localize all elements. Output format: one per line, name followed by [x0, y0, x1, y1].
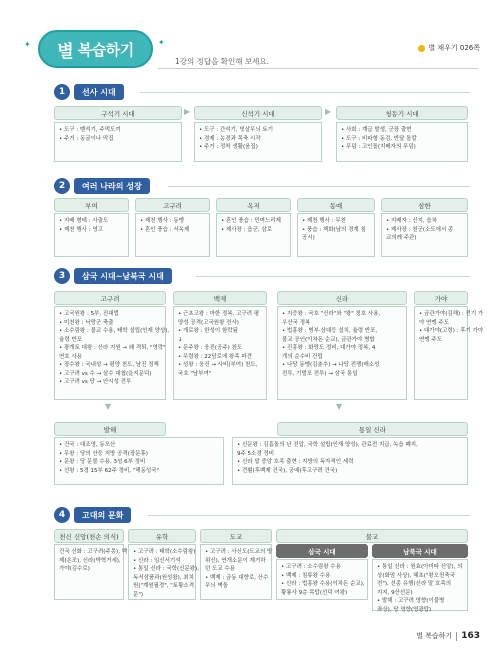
arrow-down-icon: ▼ — [105, 402, 112, 411]
culture-buddhism-label: 불교 — [276, 529, 468, 543]
era-paleolithic-box: • 도구 : 뗀석기, 주먹도끼 • 주거 : 동굴이나 막집 — [54, 122, 182, 162]
divider — [158, 68, 478, 69]
kingdom-baekje-label: 백제 — [173, 291, 267, 305]
instruction-text: 1강의 정답을 확인해 보세요. — [175, 57, 270, 66]
unified-silla-label: 통일 신라 — [277, 422, 468, 436]
north-south-box: • 통일 신라 : 원효(아미타 신앙), 의 상(화엄 사상), 혜초("왕오천축국 전"), 선종 유행(신라 말 호족의 지지, 9산선문) • 발해 : 고구려 영향(이불병 좌상), 당 영향(영광탑) — [372, 559, 468, 611]
nation-dongye-box: • 제천 행사 : 무천 • 풍습 : 책화(남의 경계 침 공시) — [297, 213, 375, 257]
kingdom-silla-label: 신라 — [277, 291, 407, 305]
three-kingdoms-label: 삼국 시대 — [276, 544, 368, 558]
era-neolithic-box: • 도구 : 간석기, 빗살무늬 토기 • 경제 : 농경과 목축 시작 • 주거 : 정착 생활(움집) — [194, 122, 322, 162]
kingdom-gaya-label: 가야 — [414, 291, 468, 305]
era-bronze-label: 청동기 시대 — [336, 106, 468, 120]
balhae-label: 발해 — [54, 422, 166, 436]
section-divider — [196, 276, 470, 277]
nation-buyeo-box: • 지배 형태 : 사출도 • 제천 행사 : 영고 — [54, 213, 129, 257]
nation-samhan-box: • 지배자 : 신지, 읍차 • 제사장 : 천군(소도에서 종 교의례 주관) — [381, 213, 468, 257]
era-neolithic-label: 신석기 시대 — [194, 106, 322, 120]
nation-okjeo-box: • 혼인 풍습 : 민며느리제 • 제사장 : 읍군, 삼로 — [216, 213, 291, 257]
north-south-label: 남북국 시대 — [372, 544, 468, 558]
unified-silla-box: • 신문왕 : 김흠돌의 난 진압, 국학 설립(인재 양성), 관료전 지급, 녹읍 폐지, 9주 5소경 정비 • 신라 말 중앙 호족 출현 : 지방의 독자적인 세력 • 견훤(후백제 건국), 궁예(후고구려 건국) — [232, 437, 468, 485]
page-number: 163 — [461, 631, 480, 641]
culture-belief-label: 천신 신앙(천손 의식) — [54, 529, 124, 543]
star-label: 별 — [57, 41, 74, 62]
section-divider — [168, 186, 470, 187]
three-kingdoms-box: • 고구려 : 소수림왕 수용 • 백제 : 침류왕 수용 • 신라 : 법흥왕 수용(이차돈 순교), 황룡사 9층 목탑(선덕 여왕) — [276, 559, 368, 600]
culture-belief-box: 건국 신화 : 고구려(주몽), 백 제(온조), 신라(박혁거세), 가야(김수로) — [54, 544, 124, 600]
section-1-header: 1 선사 시대 — [54, 84, 124, 100]
nation-samhan-label: 삼한 — [381, 198, 468, 212]
divider — [456, 632, 457, 641]
section-3-header: 3 삼국 시대~남북국 시대 — [54, 268, 172, 284]
nation-dongye-label: 동예 — [297, 198, 375, 212]
nation-goguryeo-box: • 제천 행사 : 동맹 • 혼인 풍습 : 서옥제 — [135, 213, 210, 257]
kingdom-gaya-box: • 금관가야(김해) : 전기 가 야 연맹 주도 • 대가야(고령) : 후기 가야 연맹 주도 — [414, 306, 468, 400]
section-divider — [148, 515, 470, 516]
nation-goguryeo-label: 고구려 — [135, 198, 210, 212]
arrow-right-icon: ▶ — [184, 107, 191, 116]
culture-confucian-box: • 고구려 : 태학(소수림왕) • 신라 : 임신서기석 • 통일 신라 : 국학(신문왕), 독서삼품과(원성왕), 최치 원("계원필경", "토황소격 문") — [128, 544, 196, 600]
bullet-icon — [418, 45, 425, 52]
decor-sparkle-icon: ✦ — [158, 38, 165, 47]
nation-okjeo-label: 옥저 — [216, 198, 291, 212]
kingdom-goguryeo-box: • 고국원왕 : 5부, 진대법 • 미천왕 : 낙랑군 축출 • 소수림왕 : 불교 수용, 태학 설립(인재 양성), 율령 반포 • 광개토 대왕 : 신라 지원 → 왜 격퇴, "영락" 연호 사용 • 장수왕 : 국내성 → 평양 천도, 남진 정책 • 고구려 vs 수 → 살수 대첩(을지문덕) • 고구려 vs 당 → 안시성 전투 — [54, 306, 166, 400]
footer-label: 별 복습하기 — [416, 632, 453, 640]
page-title: 복습하기 — [77, 40, 134, 59]
culture-taoism-box: • 고구려 : 사신도(도교의 방 위신), 연개소문이 제거하 던 도교 수용 • 백제 : 금동 대향로, 산수 무늬 벽돌 — [200, 544, 272, 600]
kingdom-goguryeo-label: 고구려 — [54, 291, 166, 305]
page-footer — [416, 631, 480, 641]
era-paleolithic-label: 구석기 시대 — [54, 106, 182, 120]
section-divider — [140, 92, 470, 93]
culture-confucian-label: 유학 — [128, 529, 196, 543]
page-title-badge — [38, 30, 153, 68]
kingdom-baekje-box: • 근초고왕 : 마한 정복, 고구려 평 양성 공격(고국원왕 전사) • 개로왕 : 한성이 함락됨 ↓ • 문주왕 : 웅진(공주) 천도 • 무령왕 : 22담로에 왕족 파견 • 성왕 : 웅진 → 사비(부여) 천도, 국호 "남부여" — [173, 306, 267, 400]
arrow-right-icon: ▶ — [325, 107, 332, 116]
decor-sparkle-icon: ✦ — [24, 40, 31, 49]
era-bronze-box: • 사회 : 계급 발생, 군장 출현 • 도구 : 비파형 동검, 반달 돌칼 • 무덤 : 고인돌(지배자의 무덤) — [336, 122, 468, 162]
arrow-down-icon: ▼ — [336, 402, 343, 411]
reference-note: 별 채우기 026쪽 — [418, 43, 480, 53]
kingdom-silla-box: • 지증왕 : 국호 "신라"와 "왕" 칭호 사용, 우산국 정복 • 법흥왕 : 병부·상대등 설치, 율령 반포, 불교 공인(이차돈 순교), 금관가야 병합 • 진흥왕 : 화랑도 정비, 대가야 정복, 4 개의 순수비 건립 • 나당 동맹(김춘추) → 나당 전쟁(매소성 전투, 기벌포 전투) → 삼국 통일 — [277, 306, 407, 400]
balhae-box: • 건국 : 대조영, 동모산 • 무왕 : 당의 산둥 지방 공격(장문휴) • 문왕 : 당 문물 수용, 3성 6부 정비 • 선왕 : 5경 15부 62주 정비, "해동성국" — [54, 437, 224, 485]
nation-buyeo-label: 부여 — [54, 198, 129, 212]
section-2-header: 2 여러 나라의 성장 — [54, 178, 150, 194]
section-4-header: 4 고대의 문화 — [54, 507, 131, 523]
culture-taoism-label: 도교 — [200, 529, 272, 543]
